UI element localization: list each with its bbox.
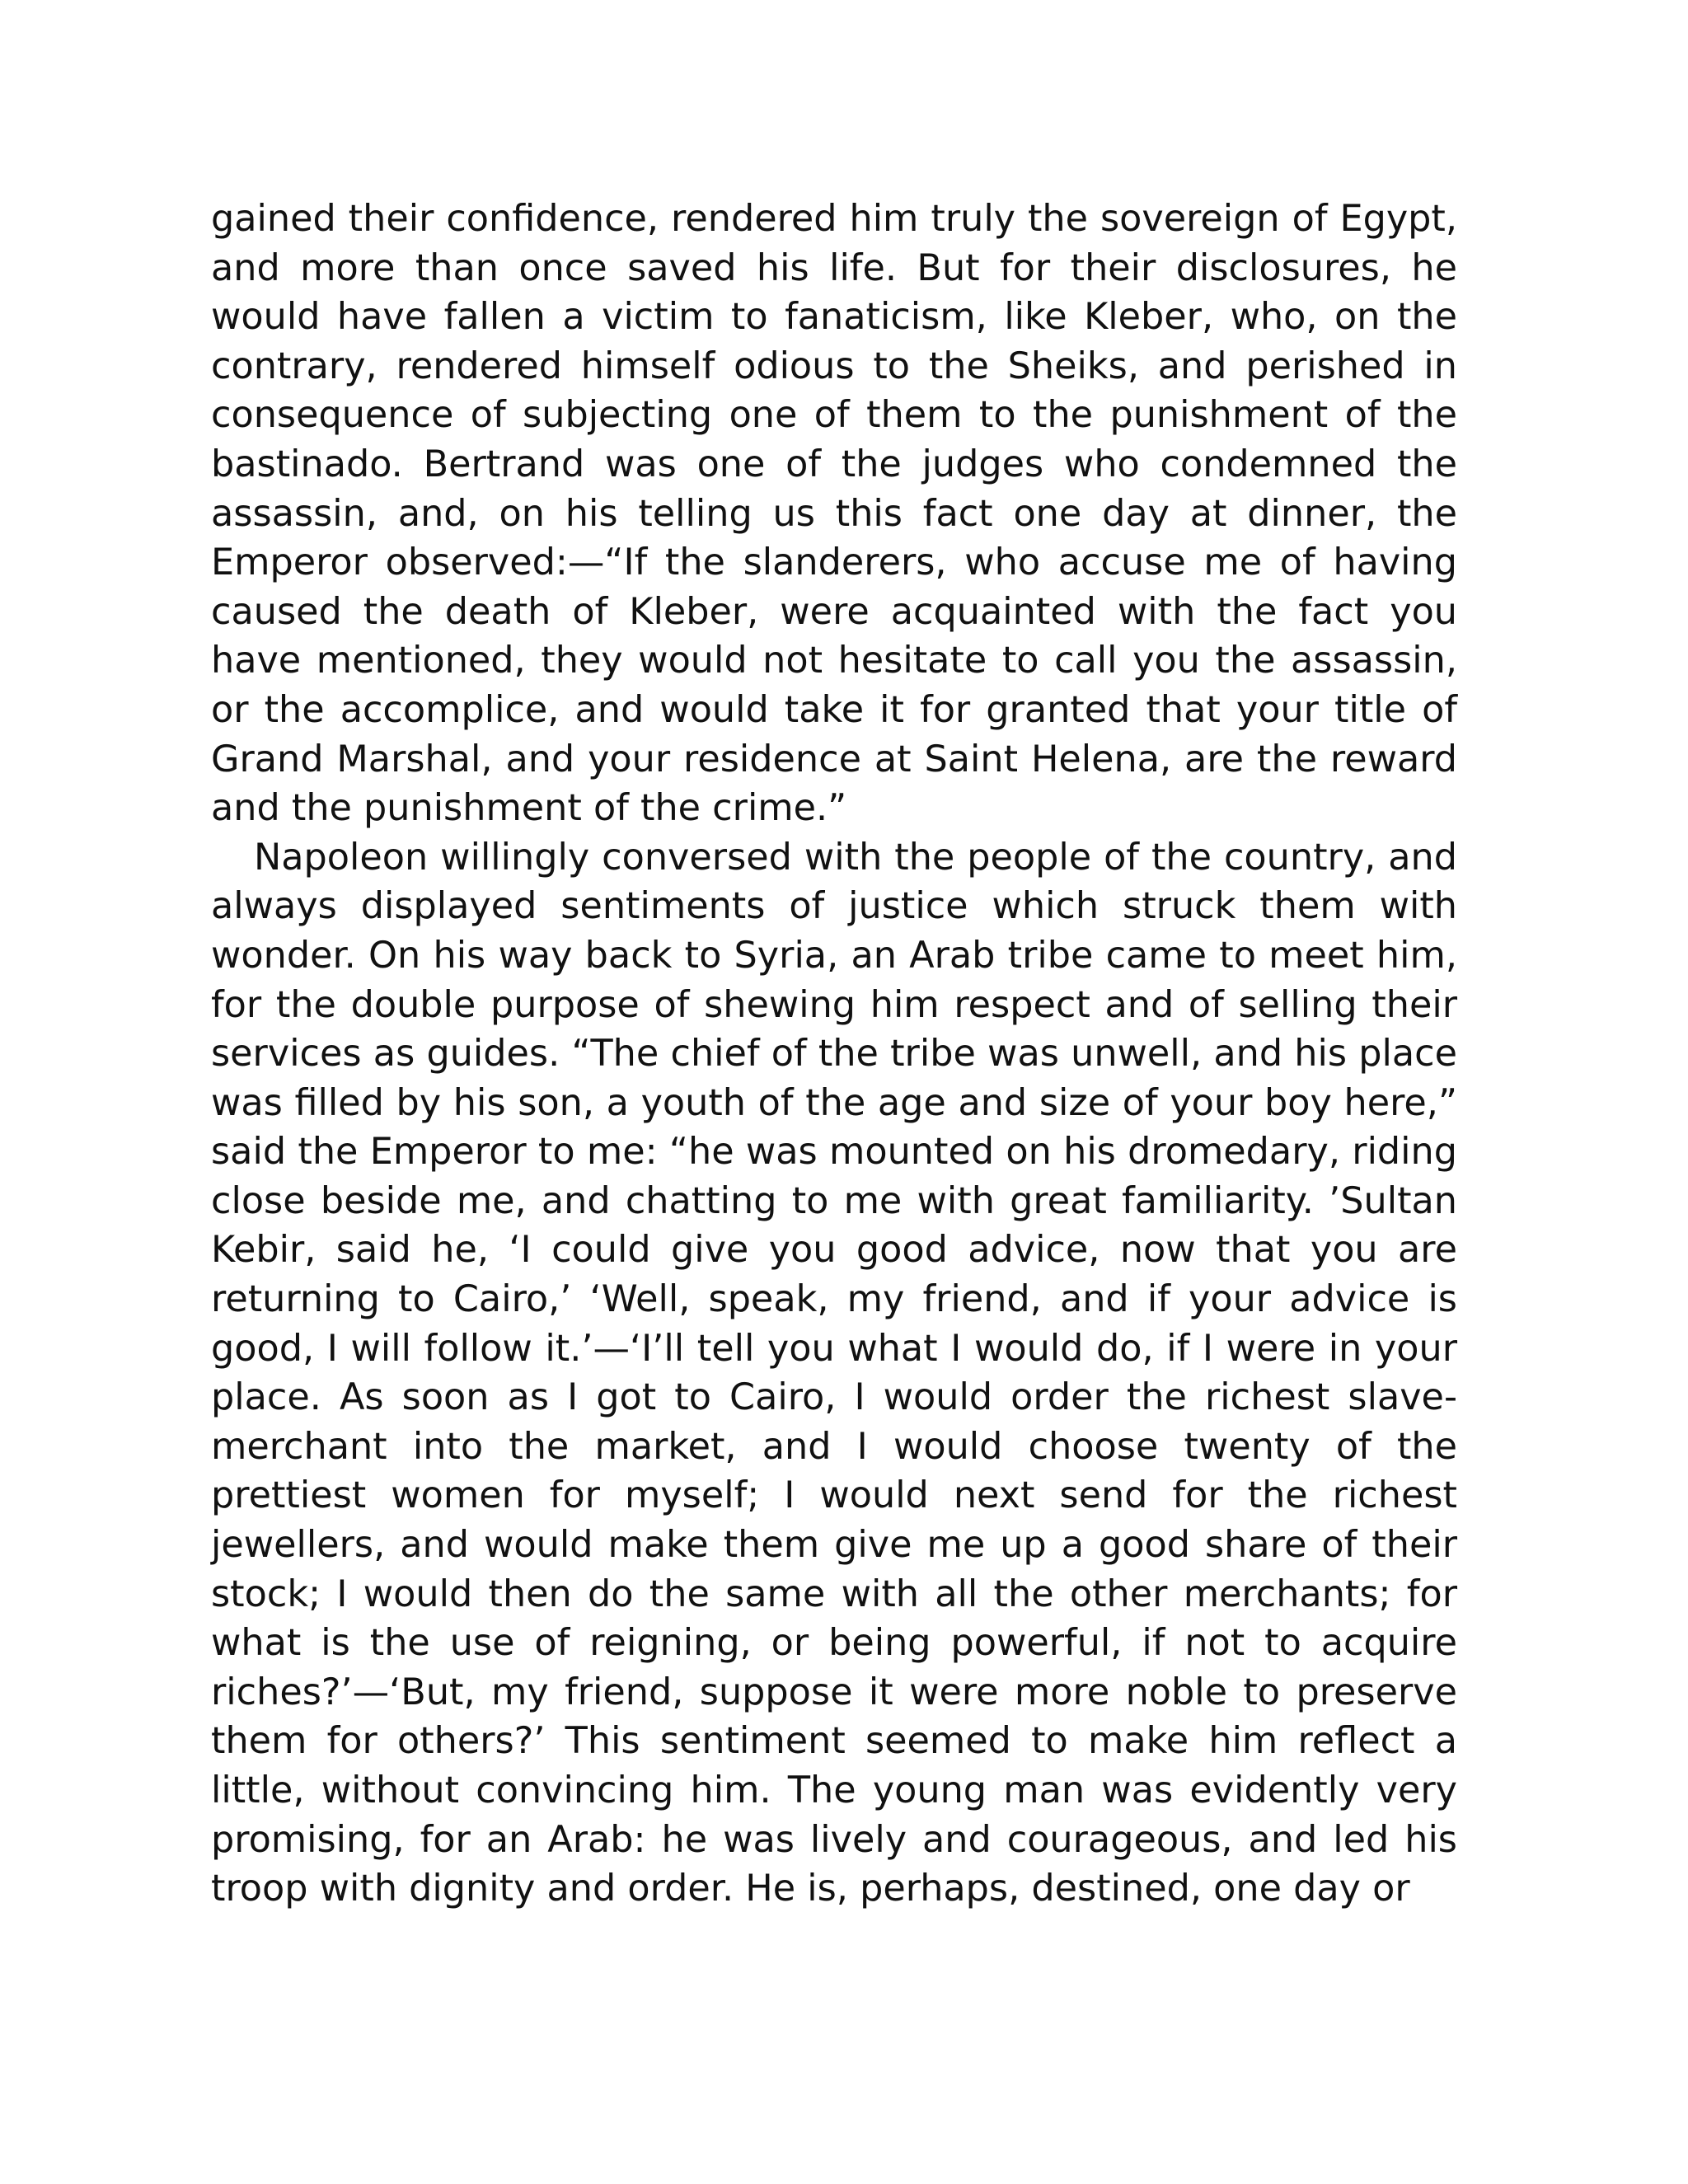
paragraph-1: gained their confidence, rendered him truly the sovereign of Egypt, and more than once saved his life. But for their disclosures, he would have fallen a victim to fanaticism, like Kleber, who, on the contrary, rendered himself odious to the Sheiks, and perished in consequence of subjecting one of them to the punishment of the bastinado. Bertrand was one of the judges who condemned the assassin, and, on his telling us this fact one day at dinner, the Emperor observed:—“If the slanderers, who accuse me of having caused the death of Kleber, were acquainted with the fact you have mentioned, they would not hesitate to call you the assassin, or the accomplice, and would take it for granted that your title of Grand Marshal, and your residence at Saint Helena, are the reward and the punishment of the crime.” <box>211 198 1457 830</box>
page-body <box>211 194 1457 1914</box>
paragraph-2: Napoleon willingly conversed with the people of the country, and always displayed sentiments of justice which struck them with wonder. On his way back to Syria, an Arab tribe came to meet him, for the double purpose of shewing him respect and of selling their services as guides. “The chief of the tribe was unwell, and his place was filled by his son, a youth of the age and size of your boy here,” said the Emperor to me: “he was mounted on his dromedary, riding close beside me, and chatting to me with great familiarity. ’Sultan Kebir, said he, ‘I could give you good advice, now that you are returning to Cairo,’ ‘Well, speak, my friend, and if your advice is good, I will follow it.’—‘I’ll tell you what I would do, if I were in your place. As soon as I got to Cairo, I would order the richest slave-merchant into the market, and I would choose twenty of the prettiest women for myself; I would next send for the richest jewellers, and would make them give me up a good share of their stock; I would then do the same with all the other merchants; for what is the use of reigning, or being powerful, if not to acquire riches?’—‘But, my friend, suppose it were more noble to preserve them for others?’ This sentiment seemed to make him reflect a little, without convincing him. The young man was evidently very promising, for an Arab: he was lively and courageous, and led his troop with dignity and order. He is, perhaps, destined, one day or <box>211 836 1457 1910</box>
